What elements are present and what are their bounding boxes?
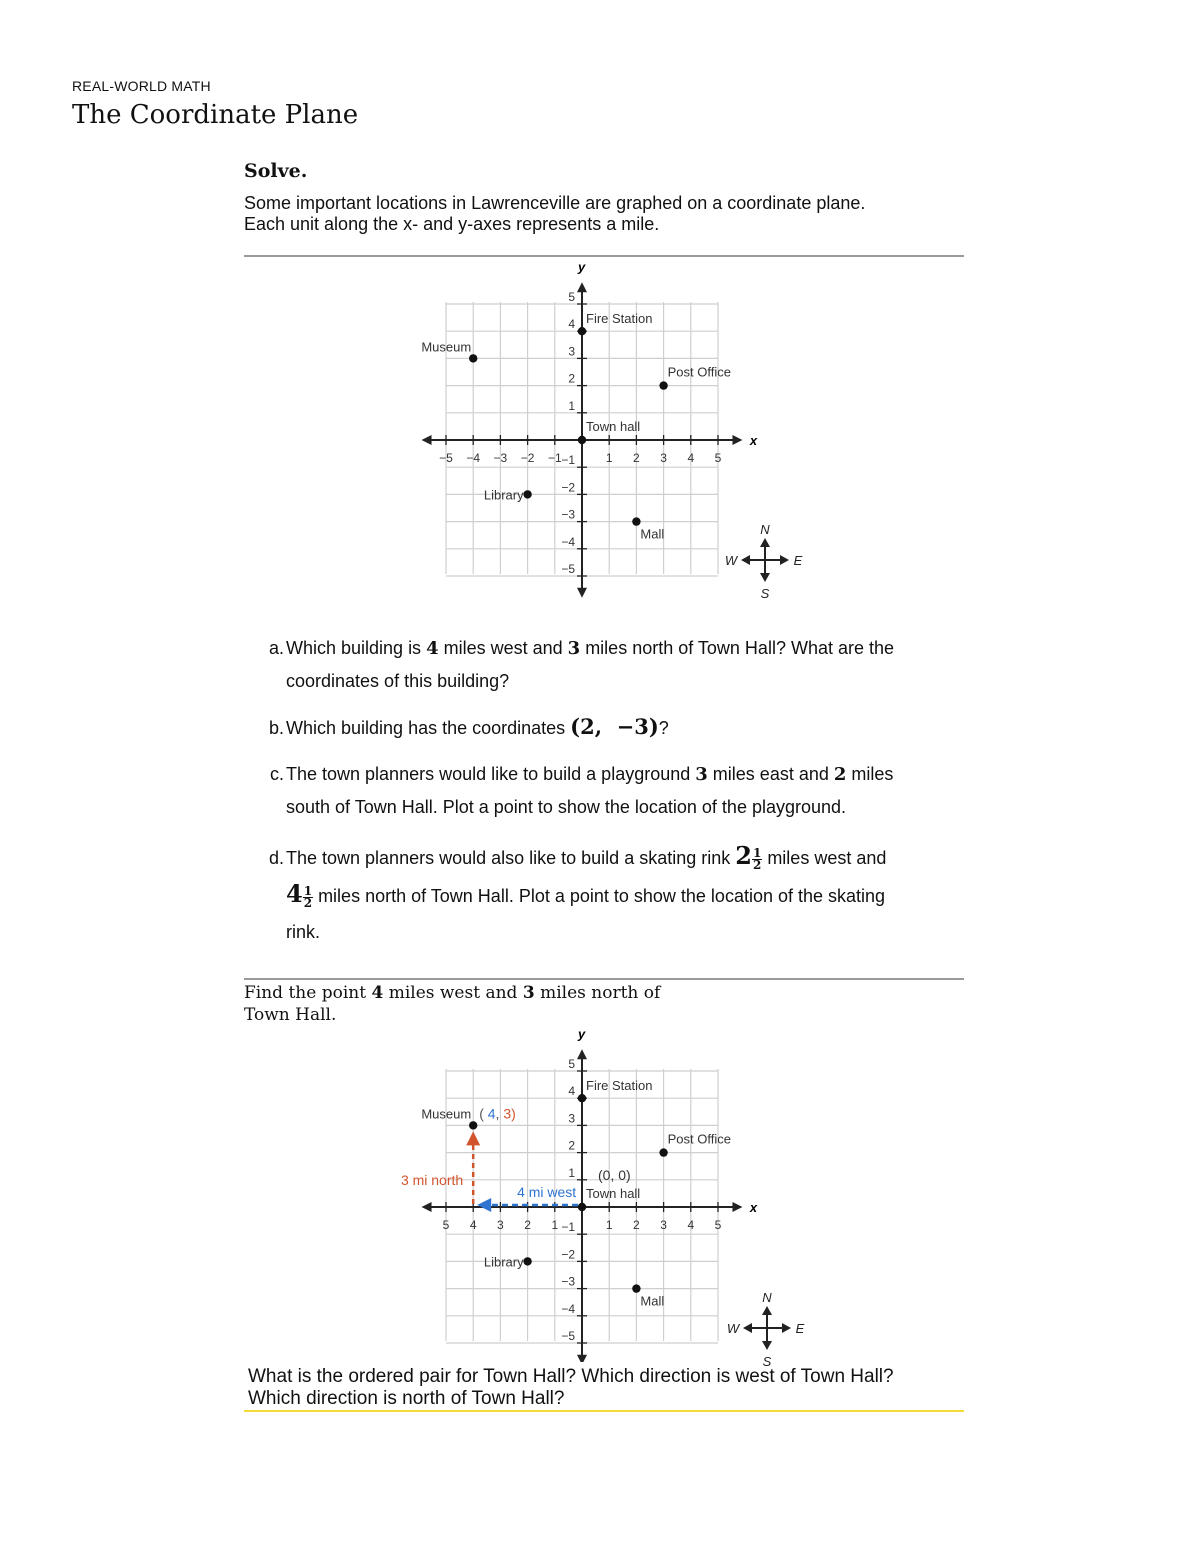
y-tick-label: −5 [561,1329,575,1343]
mixed-number-whole: 4 [286,879,303,908]
solution-step [244,982,660,1026]
question-b [264,711,944,744]
text: What is the ordered pair for Town Hall? Which direction is west of Town Hall? [248,1366,894,1387]
question-label: d. [268,848,284,868]
question-label: a. [268,638,284,658]
point-mall [632,1284,640,1292]
text: rink. [286,922,321,942]
north-arrow-head [466,1131,480,1145]
point-label: Mall [640,1293,665,1309]
y-tick-label: 1 [568,1165,575,1180]
point-mall [632,517,640,525]
point-label: Town hall [586,1186,641,1201]
text: The town planners would also like to build a skating rink [286,848,736,868]
compass-label-s: S [762,1354,772,1368]
y-tick-label: 4 [568,1084,575,1099]
y-tick-label: −2 [561,480,575,495]
problem-intro [244,193,964,235]
text: miles west and [383,983,523,1003]
x-axis-arrow-left [422,1202,432,1212]
x-tick-label: 2 [633,1218,640,1232]
point-label: Fire Station [586,1078,653,1094]
x-tick-label: 5 [442,1218,450,1232]
y-tick-label: −1 [561,453,575,468]
number: 2 [833,764,847,785]
question-c [264,758,944,823]
y-axis-arrow-up [577,282,587,292]
x-tick-label: 1 [605,1218,613,1232]
solve-heading: Solve. [244,160,308,182]
compass-arrow-w [743,1323,752,1333]
y-tick-label: −3 [561,1274,575,1289]
question-d [264,838,944,950]
point-library [523,1257,531,1265]
x-tick-label: 4 [687,1218,695,1232]
point-label: Town hall [586,419,641,434]
text: miles west and [438,638,568,658]
numerator: 1 [752,845,762,860]
point-label: Post Office [667,364,731,380]
north-arrow-label: 3 mi north [400,1171,464,1188]
point-label: Fire Station [586,311,653,327]
y-tick-label: 5 [568,1057,575,1071]
divider [244,978,964,980]
x-tick-label: 3 [660,1218,667,1232]
point-label: Library [483,487,524,503]
point-label: Post Office [667,1131,731,1147]
compass-label-e: E [795,1321,805,1336]
y-tick-label: 3 [568,1111,575,1126]
compass-label-w: W [726,1321,740,1336]
number: 4 [426,638,439,659]
x-tick-label: 5 [714,1218,722,1232]
point-museum [469,1121,477,1129]
compass-arrow-s [760,573,770,582]
y-tick-label: 2 [568,1138,575,1153]
compass-arrow-n [760,538,770,547]
highlight-underline [244,1410,964,1412]
compass-rose [722,1283,812,1368]
y-tick-label: −3 [561,507,575,522]
point-fire-station [578,1094,586,1102]
compass-rose [720,515,810,600]
number: 3 [522,983,535,1003]
origin-coordinate: (0, 0) [598,1167,631,1183]
number: 4 [371,983,384,1003]
x-tick-label: 5 [714,451,722,465]
y-tick-label: −2 [561,1247,575,1262]
x-axis-label: x [749,433,758,448]
compass-arrow-s [762,1341,772,1350]
y-axis-label: y [578,1026,586,1042]
y-tick-label: 4 [568,317,575,332]
text: miles north of Town Hall? What are the [580,638,895,658]
question-a [264,632,944,697]
fraction [303,883,313,910]
y-tick-label: 5 [568,290,575,304]
x-tick-label: 1 [605,451,613,465]
text: Town Hall. [244,1005,337,1025]
text: miles north of Town Hall. Plot a point to show the location of the skating [313,886,886,906]
y-axis-arrow-down [577,588,587,598]
compass-arrow-e [782,1323,791,1333]
text: The town planners would like to build a playground [286,764,696,784]
text: miles east and [707,764,834,784]
point-fire-station [578,327,586,335]
point-post-office [659,381,667,389]
number: 3 [567,638,581,659]
y-tick-label: −1 [561,1220,575,1235]
y-tick-label: −4 [561,534,575,549]
text: coordinates of this building? [286,671,510,691]
point-town-hall [578,1203,586,1211]
point-post-office [659,1148,667,1156]
x-tick-label: 2 [524,1218,531,1232]
compass-label-e: E [793,553,803,568]
y-axis-arrow-down [577,1355,587,1362]
text: Find the point [244,983,372,1003]
x-tick-label: −2 [520,451,535,465]
text: ? [658,718,669,738]
intro-line-2: Each unit along the x- and y-axes represents a mile. [244,214,660,234]
point-label: Museum [421,1106,472,1122]
question-label: c. [269,764,284,784]
point-label: Mall [640,526,665,542]
x-axis-arrow-right [732,435,742,445]
coordinate: (2, −3) [570,714,659,739]
x-tick-label: 3 [497,1218,504,1232]
compass-label-n: N [760,522,770,537]
x-tick-label: 3 [660,451,667,465]
intro-line-1: Some important locations in Lawrenceville are graphed on a coordinate plane. [244,193,866,213]
x-tick-label: 4 [687,451,695,465]
x-axis-label: x [749,1200,758,1215]
y-tick-label: −4 [561,1301,575,1316]
text: south of Town Hall. Plot a point to show the location of the playground. [286,797,847,817]
x-axis-arrow-left [422,435,432,445]
x-tick-label: 2 [633,451,640,465]
compass-label-s: S [760,586,770,600]
text: Which building is [286,638,427,658]
compass-label-n: N [762,1290,772,1305]
point-label: Museum [421,339,472,355]
question-label: b. [268,718,284,738]
text: miles [846,764,894,784]
x-axis-arrow-right [732,1202,742,1212]
x-tick-label: −4 [466,451,481,465]
west-arrow-head [477,1198,491,1212]
point-label: Library [483,1254,524,1270]
x-tick-label: −3 [493,451,508,465]
y-tick-label: 2 [568,371,575,386]
point-town-hall [578,436,586,444]
numerator: 1 [303,883,313,898]
text: miles west and [762,848,887,868]
y-tick-label: 1 [568,398,575,413]
y-tick-label: 3 [568,344,575,359]
denominator: 2 [752,857,762,872]
x-tick-label: 4 [469,1218,477,1232]
followup-question [248,1366,894,1410]
x-tick-label: 1 [551,1218,559,1232]
page-title: The Coordinate Plane [72,100,359,130]
number: 3 [695,764,708,785]
point-museum [469,354,477,362]
text: miles north of [534,983,661,1003]
y-axis-label: y [578,259,586,275]
fraction [752,845,762,872]
west-arrow-label: 4 mi west [517,1184,577,1200]
y-axis-arrow-up [577,1049,587,1059]
denominator: 2 [303,895,313,910]
text: Which building has the coordinates [286,718,571,738]
compass-arrow-w [741,555,750,565]
point-library [523,490,531,498]
compass-arrow-e [780,555,789,565]
x-tick-label: −1 [547,451,562,465]
x-tick-label: −5 [439,451,453,465]
mixed-number-whole: 2 [735,841,752,870]
museum-coordinate: ( 4, 3) [479,1105,516,1122]
compass-arrow-n [762,1306,772,1315]
compass-label-w: W [724,553,738,568]
y-tick-label: −5 [561,562,575,576]
eyebrow-label: REAL-WORLD MATH [72,78,211,94]
text: Which direction is north of Town Hall? [248,1388,565,1409]
